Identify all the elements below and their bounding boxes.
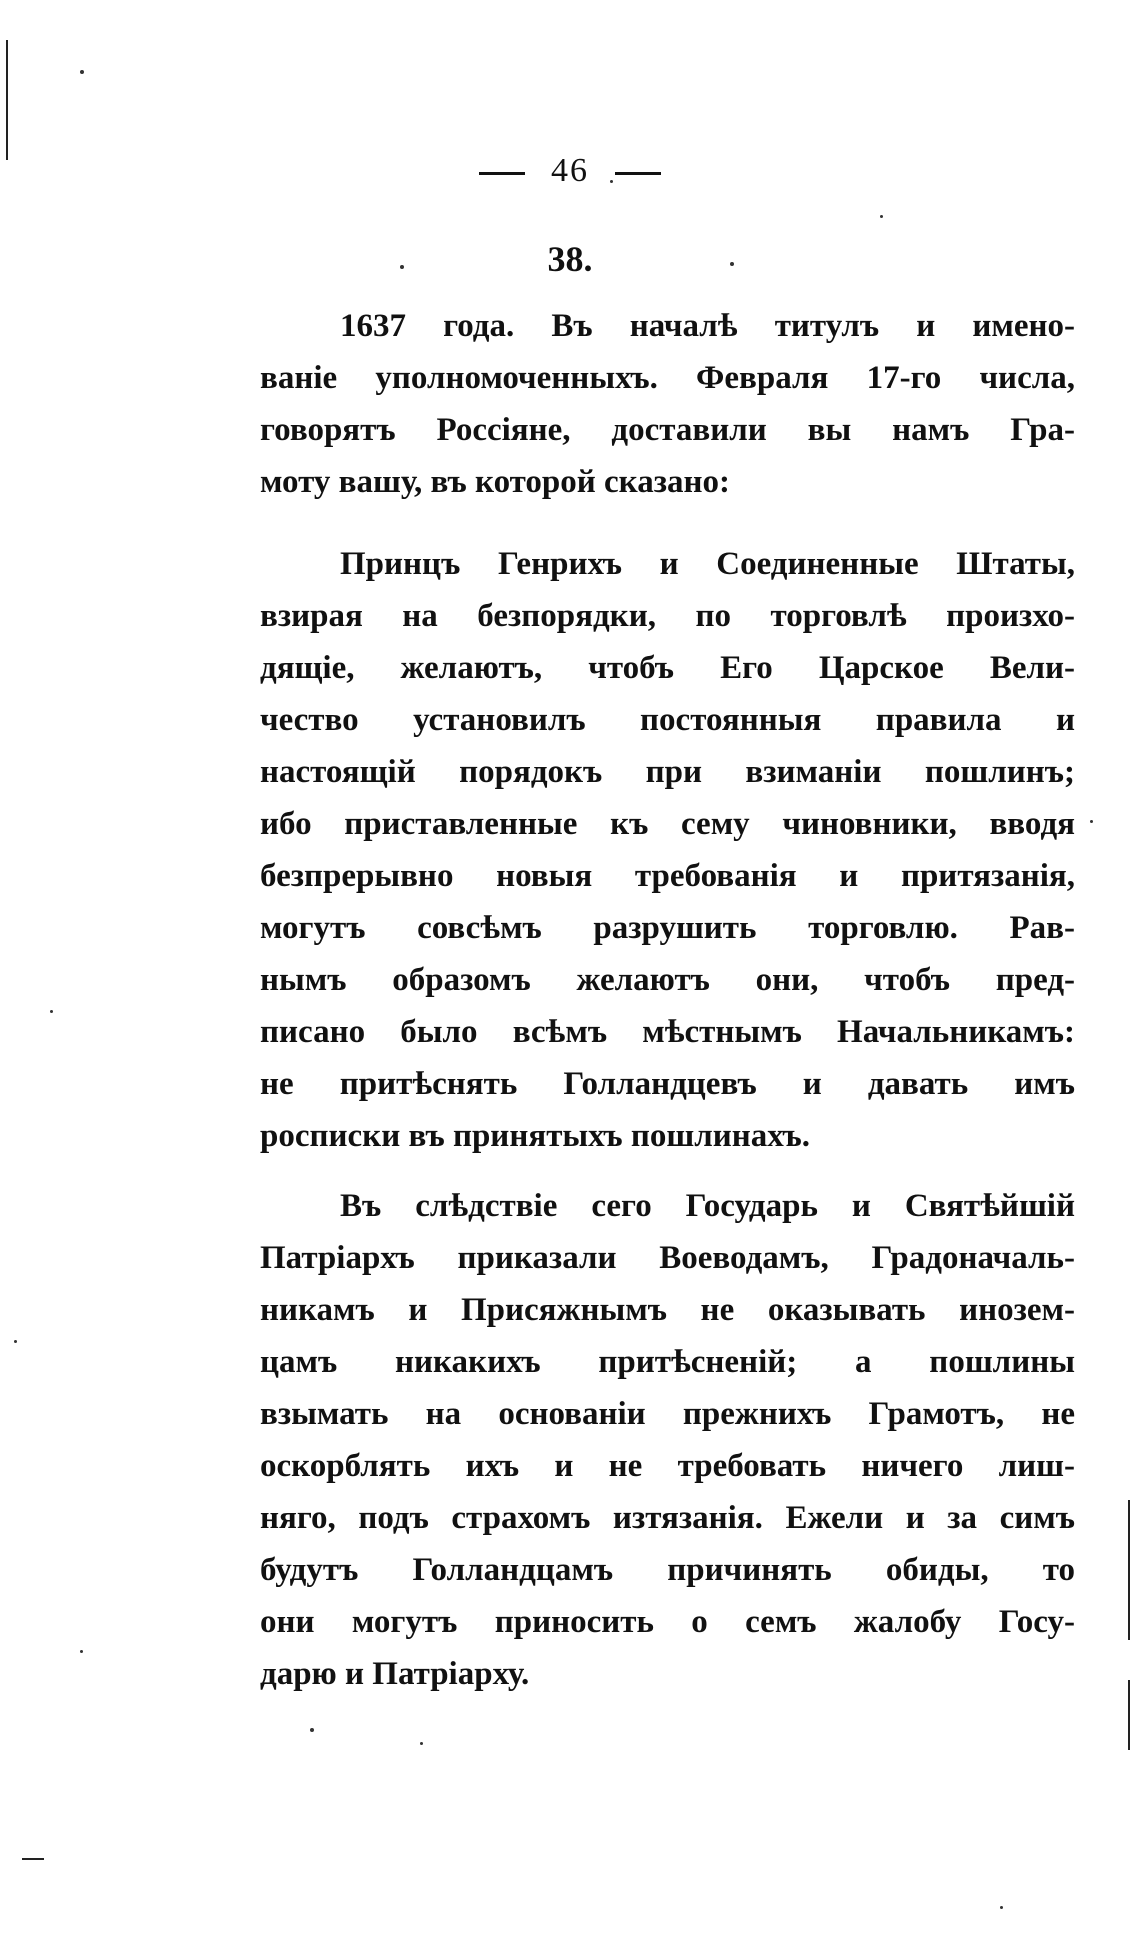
text-line: Принцъ Генрихъ и Соединенные Штаты,	[340, 546, 1075, 582]
scan-speck	[80, 1650, 83, 1653]
scan-speck	[610, 180, 613, 183]
scan-edge-mark	[22, 1858, 44, 1860]
text-line: настоящій порядокъ при взиманіи пошлинъ;	[260, 754, 1075, 790]
scan-speck	[310, 1728, 314, 1732]
text-line: цамъ никакихъ притѣсненій; а пошлины	[260, 1344, 1075, 1380]
text-line: Патріархъ приказали Воеводамъ, Градоначаль-	[260, 1240, 1075, 1276]
left-dash	[479, 172, 525, 175]
scan-speck	[880, 215, 883, 218]
scan-speck	[50, 1010, 53, 1013]
text-line: росписки въ принятыхъ пошлинахъ.	[260, 1118, 811, 1154]
text-line: оскорблять ихъ и не требовать ничего лиш-	[260, 1448, 1075, 1484]
text-line: говорятъ Россіяне, доставили вы намъ Гра-	[260, 412, 1075, 448]
scan-speck	[80, 70, 84, 74]
text-line: никамъ и Присяжнымъ не оказывать инозем-	[260, 1292, 1075, 1328]
text-line: чество установилъ постоянныя правила и	[260, 702, 1075, 738]
text-line: могутъ совсѣмъ разрушить торговлю. Рав-	[260, 910, 1075, 946]
text-line: не притѣснять Голландцевъ и давать имъ	[260, 1066, 1075, 1102]
scan-edge-mark	[1128, 1500, 1130, 1640]
running-head	[0, 152, 1140, 190]
paragraph-2	[260, 538, 1075, 1162]
scan-speck	[1000, 1906, 1003, 1909]
text-line: они могутъ приносить о семъ жалобу Госу-	[260, 1604, 1075, 1640]
text-line: нымъ образомъ желаютъ они, чтобъ пред-	[260, 962, 1075, 998]
text-line: дящіе, желаютъ, чтобъ Его Царское Вели-	[260, 650, 1075, 686]
text-line: взымать на основаніи прежнихъ Грамотъ, не	[260, 1396, 1075, 1432]
text-line: няго, подъ страхомъ изтязанія. Ежели и за симъ	[260, 1500, 1075, 1536]
scan-speck	[420, 1742, 423, 1745]
text-line: будутъ Голландцамъ причинять обиды, то	[260, 1552, 1075, 1588]
scan-speck	[400, 265, 404, 269]
text-line: писано было всѣмъ мѣстнымъ Начальникамъ:	[260, 1014, 1075, 1050]
scan-speck	[730, 262, 734, 266]
text-line: взирая на безпорядки, по торговлѣ произхо-	[260, 598, 1075, 634]
page-number: 46	[551, 152, 589, 189]
section-number: 38.	[547, 239, 593, 279]
scan-speck	[1090, 820, 1093, 823]
scan-edge-mark	[6, 40, 8, 160]
paragraph-1	[260, 300, 1075, 508]
text-line: 1637 года. Въ началѣ титулъ и имено-	[340, 308, 1075, 344]
text-line: Въ слѣдствіе сего Государь и Святѣйшій	[340, 1188, 1075, 1224]
text-line: ваніе уполномоченныхъ. Февраля 17-го числа,	[260, 360, 1075, 396]
text-line: моту вашу, въ которой сказано:	[260, 464, 730, 500]
right-dash	[615, 172, 661, 175]
text-line: дарю и Патріарху.	[260, 1656, 530, 1692]
text-line: ибо приставленные къ сему чиновники, вводя	[260, 806, 1075, 842]
scan-edge-mark	[1128, 1680, 1130, 1750]
scan-speck	[14, 1340, 17, 1343]
text-line: безпрерывно новыя требованія и притязанія,	[260, 858, 1075, 894]
paragraph-3	[260, 1180, 1075, 1700]
